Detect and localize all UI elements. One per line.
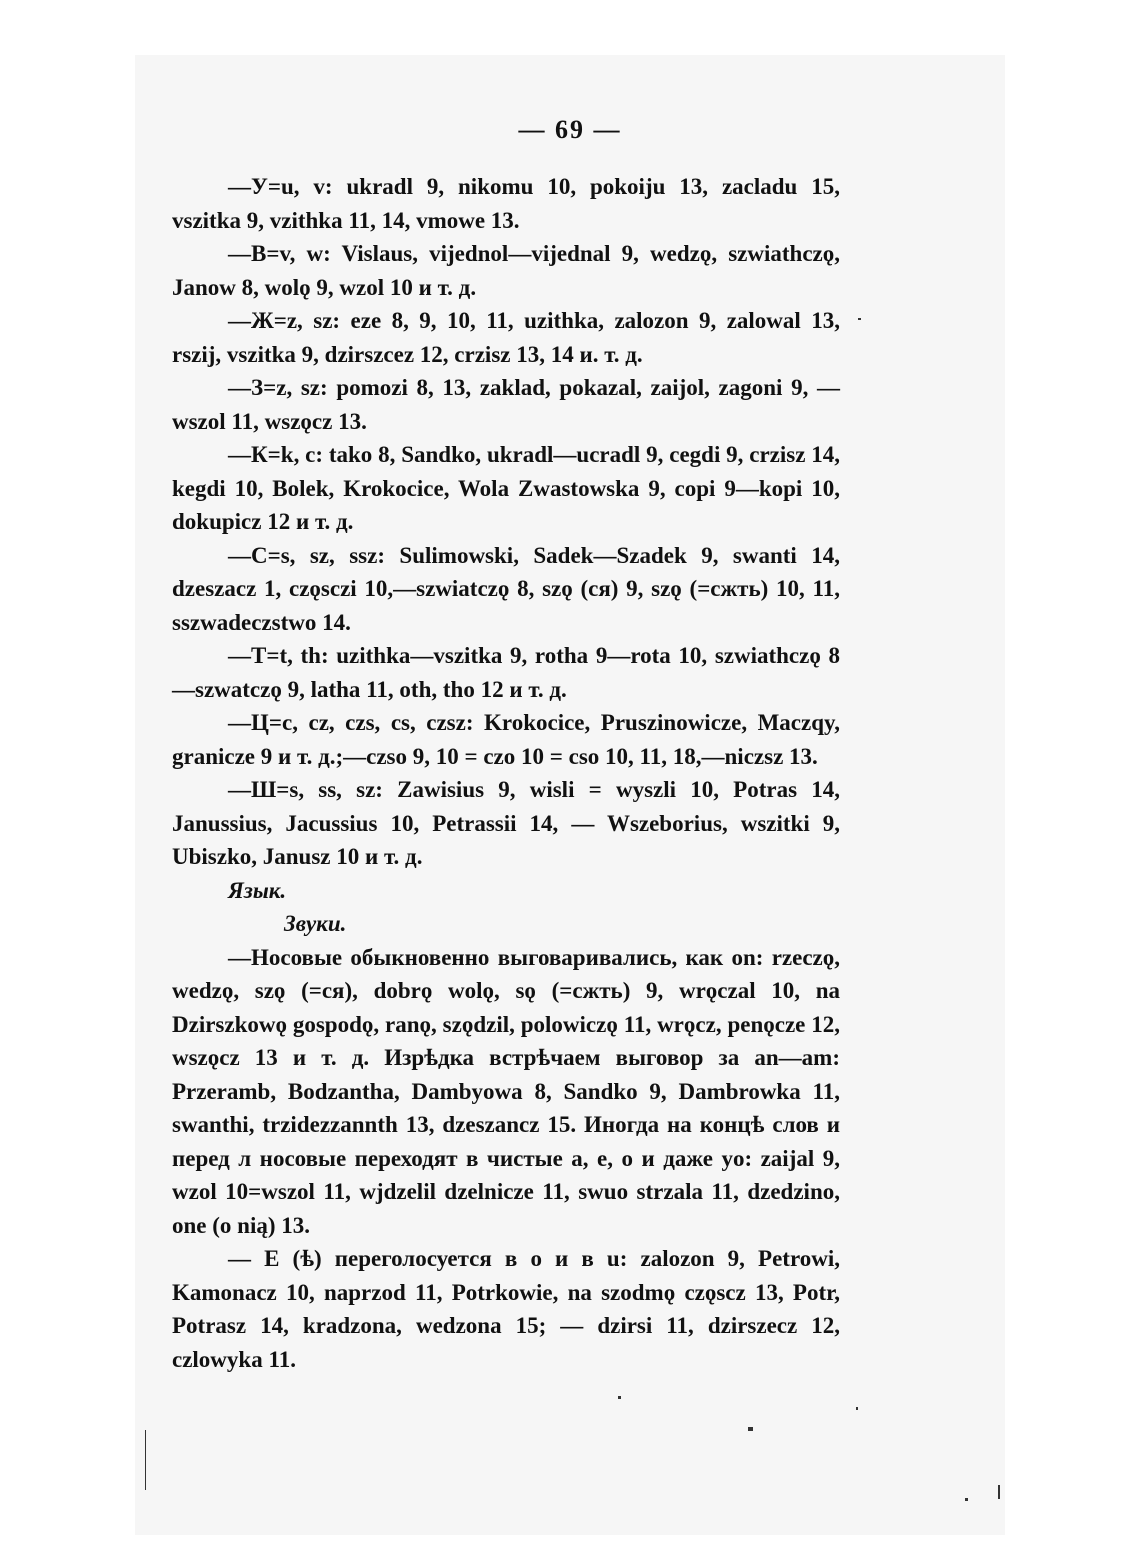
paragraph-nasals: —Носовые обыкновенно выговаривались, как on: rzeczǫ, wedzǫ, szǫ (=ся), dobrǫ wolǫ, sǫ (=сжть) 9, wrǫczal 10, na Dzirszkowǫ gospodǫ, ranǫ, szǫdzil, polowiczǫ 11, wrǫcz, penǫcze 12, wszǫcz 13 и т. д. Изрѣдка встрѣчаем выговор за an—am: Przeramb, Bodzantha, Dambyowa 8, Sandko 9, Dambrowka 11, swanthi, trzidezzannth 13, dzeszancz 15. Иногда на концѣ слов и перед л носовые переходят в чистые a, e, o и даже yo: zaijal 9, wzol 10=wszol 11, wjdzelil dzelnicze 11, swuo strzala 11, dzedzino, one (o nią) 13.: [172, 944, 840, 1238]
paragraph-ts: —Ц=c, cz, czs, cs, czsz: Krokocice, Pruszinowicze, Maczqy, granicze 9 и т. д.;—czso 9, 10 = czo 10 = cso 10, 11, 18,—niczsz 13.: [172, 710, 840, 769]
speck: [858, 318, 861, 320]
paragraph-u: —У=u, v: ukradl 9, nikomu 10, pokoiju 13, zacladu 15, vszitka 9, vzithka 11, 14, vmowe 13.: [172, 174, 840, 233]
speck: [618, 1396, 621, 1399]
subsection-heading: Звуки.: [284, 911, 347, 936]
speck: [145, 1430, 146, 1490]
speck: [856, 1407, 858, 1410]
paragraph-zh: —Ж=z, sz: eze 8, 9, 10, 11, uzithka, zalozon 9, zalowal 13, rszij, vszitka 9, dzirszcez 12, crzisz 13, 14 и. т. д.: [172, 308, 840, 367]
page-body: [172, 170, 840, 1376]
paragraph-t: —Т=t, th: uzithka—vszitka 9, rotha 9—rota 10, szwiathczǫ 8—szwatczǫ 9, latha 11, oth, tho 12 и т. д.: [172, 643, 840, 702]
paragraph-s: —С=s, sz, ssz: Sulimowski, Sadek—Szadek 9, swanti 14, dzeszacz 1, czǫsczi 10,—szwiatczǫ 8, szǫ (ся) 9, szǫ (=сжть) 10, 11, sszwadeczstwo 14.: [172, 542, 840, 635]
paragraph-k: —К=k, c: tako 8, Sandko, ukradl—ucradl 9, cegdi 9, crzisz 14, kegdi 10, Bolek, Krokocice, Wola Zwastowska 9, copi 9—kopi 10, dokupicz 12 и т. д.: [172, 442, 840, 534]
paragraph-e: — E (ѣ) переголосуется в o и в u: zalozon 9, Petrowi, Kamonacz 10, naprzod 11, Potrkowie, na szodmǫ czǫscz 13, Potr, Potrasz 14, kradzona, wedzona 15; — dzirsi 11, dzirszecz 12, czlowyka 11.: [172, 1246, 840, 1372]
section-heading: Язык.: [228, 877, 287, 903]
page-number: — 69 —: [518, 115, 622, 144]
paragraph-v: —В=v, w: Vislaus, vijednol—vijednal 9, wedzǫ, szwiathczǫ, Janow 8, wolǫ 9, wzol 10 и т. д.: [172, 241, 840, 300]
speck: [998, 1485, 1000, 1499]
paragraph-sh: —Ш=s, ss, sz: Zawisius 9, wisli = wyszli 10, Potras 14, Janussius, Jacussius 10, Petrassii 14, — Wszeborius, wszitki 9, Ubiszko, Janusz 10 и т. д.: [172, 777, 840, 869]
speck: [965, 1498, 968, 1501]
paragraph-z: —З=z, sz: pomozi 8, 13, zaklad, pokazal, zaijol, zagoni 9, —wszol 11, wszǫcz 13.: [172, 375, 840, 434]
speck: [748, 1427, 753, 1431]
